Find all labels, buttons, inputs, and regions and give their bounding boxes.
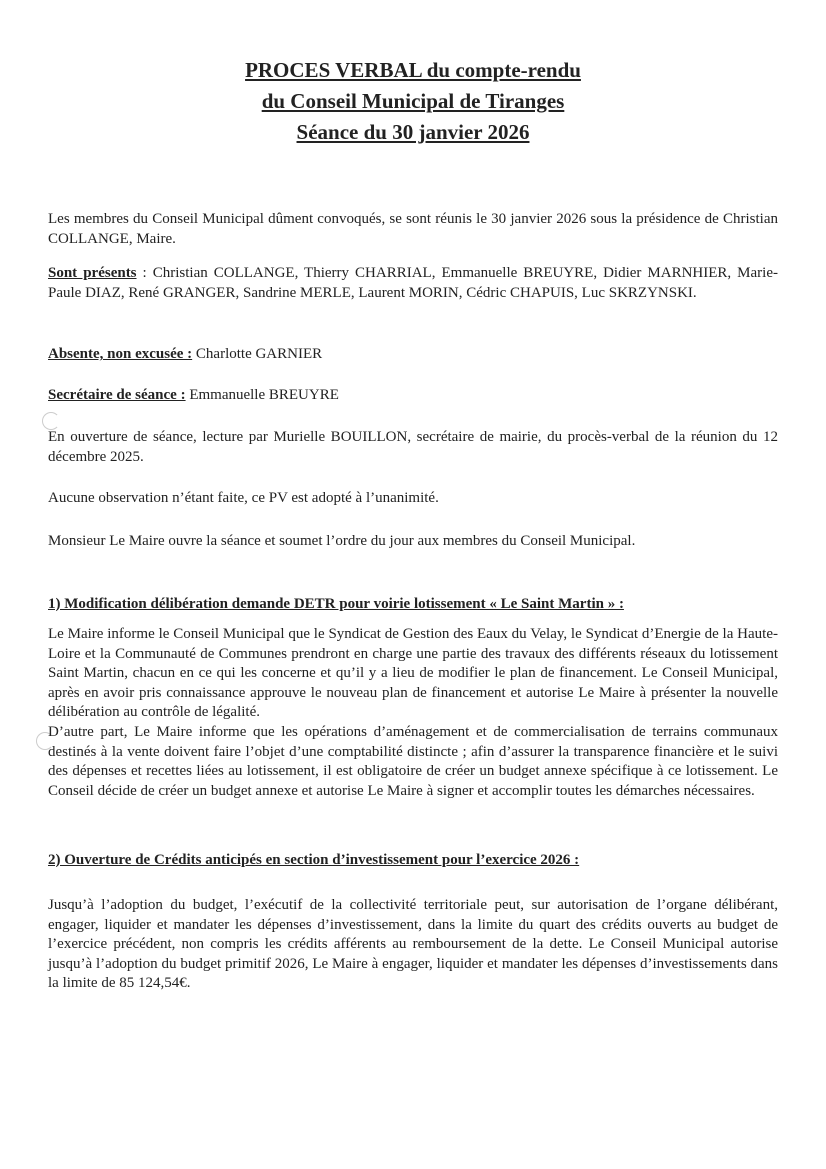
title-line-1: PROCES VERBAL du compte-rendu xyxy=(245,58,581,82)
secretary-label: Secrétaire de séance : xyxy=(48,387,186,403)
present-paragraph xyxy=(48,264,778,303)
present-list: : Christian COLLANGE, Thierry CHARRIAL, Emmanuelle BREUYRE, Didier MARNHIER, Marie-Paule DIAZ, René GRANGER, Sandrine MERLE, Laurent MORIN, Cédric CHAPUIS, Luc SKRZYNSKI. xyxy=(48,265,778,301)
absent-label: Absente, non excusée : xyxy=(48,346,193,362)
absent-name: Charlotte GARNIER xyxy=(192,346,323,362)
opening-paragraph: En ouverture de séance, lecture par Murielle BOUILLON, secrétaire de mairie, du procès-verbal de la réunion du 12 décembre 2025. xyxy=(48,429,778,465)
section-2-paragraph-1: Jusqu’à l’adoption du budget, l’exécutif de la collectivité territoriale peut, sur autorisation de l’organe délibérant, engager, liquider et mandater les dépenses d’investissement, dans la limite du quart des crédits ouverts au budget de l’exercice précédent, non compris les crédits afférents au remboursement de la dette. Le Conseil Municipal autorise jusqu’à l’adoption du budget primitif 2026, Le Maire à engager, liquider et mandater les dépenses d’investissements dans la limite de 85 124,54€. xyxy=(48,897,778,991)
secretary-name: Emmanuelle BREUYRE xyxy=(185,387,339,403)
intro-paragraph: Les membres du Conseil Municipal dûment convoqués, se sont réunis le 30 janvier 2026 sous la présidence de Christian COLLANGE, Maire. xyxy=(48,211,778,247)
adopted-paragraph: Aucune observation n’étant faite, ce PV est adopté à l’unanimité. xyxy=(48,490,439,506)
section-1-heading: 1) Modification délibération demande DETR pour voirie lotissement « Le Saint Martin » : xyxy=(48,596,624,612)
section-2-heading: 2) Ouverture de Crédits anticipés en section d’investissement pour l’exercice 2026 : xyxy=(48,852,580,868)
title-line-3: Séance du 30 janvier 2026 xyxy=(296,120,530,144)
present-label: Sont présents xyxy=(48,265,137,281)
section-1-paragraph-2: D’autre part, Le Maire informe que les opérations d’aménagement et de commercialisation de terrains communaux destinés à la vente doivent faire l’objet d’une comptabilité distincte ; afin d’assurer la transparence financière et le suivi des dépenses et recettes liées au lotissement, il est obligatoire de créer un budget annexe spécifique à ce lotissement. Le Conseil décide de créer un budget annexe et autorise Le Maire à signer et accomplir toutes les démarches nécessaires. xyxy=(48,724,778,799)
document-title xyxy=(0,55,826,148)
section-1-paragraph-1: Le Maire informe le Conseil Municipal que le Syndicat de Gestion des Eaux du Velay, le Syndicat d’Energie de la Haute-Loire et la Communauté de Communes prendront en charge une partie des travaux des différents réseaux du lotissement Saint Martin, chacun en ce qui les concerne et qu’il y a lieu de modifier le plan de financement. Le Conseil Municipal, après en avoir pris connaissance approuve le nouveau plan de financement et autorise Le Maire à présenter la nouvelle délibération au contrôle de légalité. xyxy=(48,626,778,720)
absent-paragraph xyxy=(48,345,778,365)
agenda-paragraph: Monsieur Le Maire ouvre la séance et soumet l’ordre du jour aux membres du Conseil Municipal. xyxy=(48,533,636,549)
secretary-paragraph xyxy=(48,386,778,406)
title-line-2: du Conseil Municipal de Tiranges xyxy=(261,89,565,113)
